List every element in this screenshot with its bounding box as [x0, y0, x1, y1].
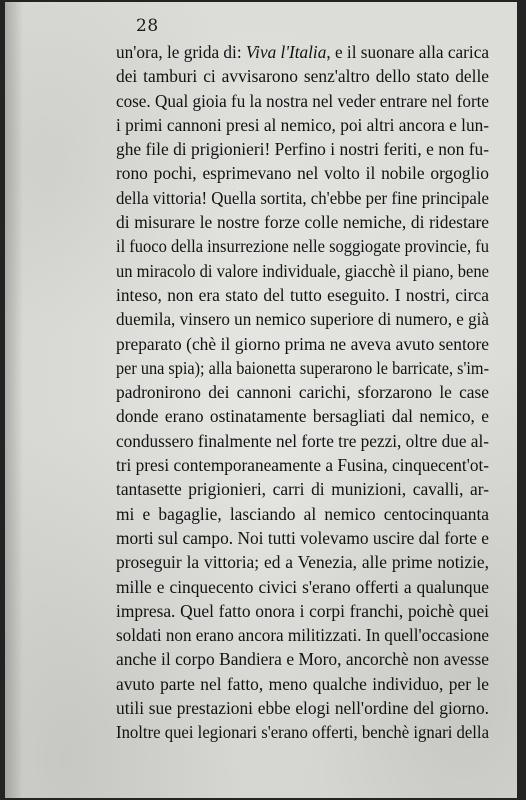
text-line-20: [116, 502, 489, 526]
text-line-13-content: preparato (chè il giorno prima ne aveva avuto sentore: [116, 333, 489, 354]
text-line-2-content: dei tamburi ci avvisarono senz'altro dello stato delle: [116, 66, 489, 87]
text-line-23: [116, 575, 489, 599]
text-line-25: [116, 623, 489, 647]
book-page: [5, 2, 517, 798]
text-line-6: [116, 161, 489, 185]
text-line-17: [116, 429, 489, 453]
text-line-24-content: impresa. Quel fatto onora i corpi franchi, poichè quei: [116, 600, 489, 621]
text-line-7-content: della vittoria! Quella sortita, ch'ebbe per fine principale: [116, 187, 489, 208]
text-line-8: [116, 210, 489, 234]
text-line-10: [116, 259, 489, 283]
text-line-20-content: mi e bagaglie, lasciando al nemico centocinquanta: [116, 503, 489, 524]
text-line-27-content: avuto parte nel fatto, meno qualche individuo, per le: [116, 673, 489, 694]
italic-phrase: Viva l'Italia: [245, 42, 327, 62]
text-line-15-content: padronirono dei cannoni carichi, sforzarono le case: [116, 382, 489, 403]
text-line-14-content: per una spia); alla baionetta superarono le barricate, s'im-: [116, 357, 489, 378]
text-line-8-content: di misurare le nostre forze colle nemiche, di ridestare: [116, 212, 489, 233]
text-line-27: [116, 672, 489, 696]
text-line-22: [116, 550, 489, 574]
text-line-9: [116, 234, 489, 258]
text-line-4: [116, 113, 489, 137]
body-text: [116, 40, 489, 745]
text-line-5: [116, 137, 489, 161]
text-line-15: [116, 380, 489, 404]
text-line-19: [116, 477, 489, 501]
page-number: 28: [136, 16, 159, 36]
text-line-10-content: un miracolo di valore individuale, giacchè il piano, bene: [116, 260, 489, 281]
text-line-11: [116, 283, 489, 307]
text-line-22-content: proseguir la vittoria; ed a Venezia, alle prime notizie,: [116, 552, 489, 573]
text-line-9-content: il fuoco della insurrezione nelle soggiogate provincie, fu: [116, 236, 489, 257]
text-line-24: [116, 599, 489, 623]
text-line-14: [116, 356, 489, 380]
text-line-7: [116, 186, 489, 210]
text-line-12-content: duemila, vinsero un nemico superiore di numero, e già: [116, 309, 489, 330]
text-line-13: [116, 332, 489, 356]
spine-shadow: [5, 2, 23, 798]
text-line-19-content: tantasette prigionieri, carri di munizioni, cavalli, ar-: [116, 479, 489, 500]
text-line-18-content: tri presi contemporaneamente a Fusina, cinquecent'ot-: [116, 455, 489, 476]
text-line-16-content: donde erano ostinatamente bersagliati dal nemico, e: [116, 406, 489, 427]
text-line-17-content: condussero finalmente nel forte tre pezzi, oltre due al-: [116, 430, 489, 451]
text-line-26: [116, 647, 489, 671]
text-line-21-content: morti sul campo. Noi tutti volevamo uscire dal forte e: [116, 527, 489, 548]
text-line-18: [116, 453, 489, 477]
text-line-2: [116, 64, 489, 88]
text-line-29-content: Inoltre quei legionari s'erano offerti, benchè ignari della: [116, 722, 489, 743]
text-line-23-content: mille e cinquecento civici s'erano offerti a qualunque: [116, 576, 489, 597]
text-line-12: [116, 307, 489, 331]
text-line-4-content: i primi cannoni presi al nemico, poi altri ancora e lun-: [116, 114, 489, 135]
text-line-3: [116, 89, 489, 113]
text-line-1: [116, 40, 489, 64]
text-line-21: [116, 526, 489, 550]
text-line-25-content: soldati non erano ancora militizzati. In quell'occasione: [116, 625, 489, 646]
text-line-16: [116, 404, 489, 428]
text-line-26-content: anche il corpo Bandiera e Moro, ancorchè non avesse: [116, 649, 489, 670]
text-line-1-content: un'ora, le grida di: Viva l'Italia, e il suonare alla carica: [116, 42, 489, 62]
text-line-11-content: inteso, non era stato del tutto eseguito. I nostri, circa: [116, 284, 489, 305]
text-line-28-content: utili sue prestazioni ebbe elogi nell'ordine del giorno.: [116, 698, 489, 719]
text-line-3-content: cose. Qual gioia fu la nostra nel veder entrare nel forte: [116, 90, 489, 111]
text-line-29: [116, 720, 489, 744]
text-line-28: [116, 696, 489, 720]
text-line-6-content: rono pochi, esprimevano nel volto il nobile orgoglio: [116, 163, 489, 184]
text-line-5-content: ghe file di prigionieri! Perfino i nostri feriti, e non fu-: [116, 139, 489, 160]
